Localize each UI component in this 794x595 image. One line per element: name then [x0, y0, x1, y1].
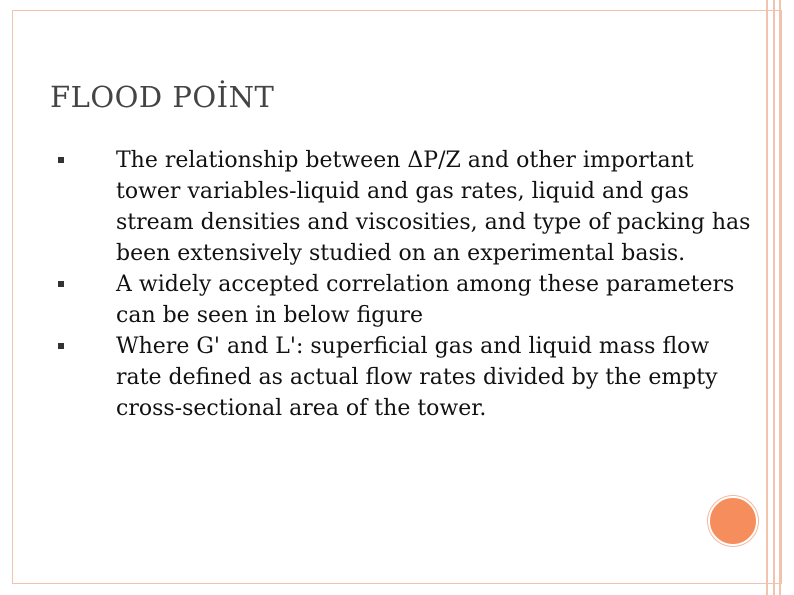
square-bullet-icon	[58, 343, 64, 349]
decorative-rail	[766, 0, 768, 595]
bullet-item	[58, 331, 758, 424]
slide-title: FLOOD POİNT	[50, 80, 275, 114]
bullet-item	[58, 145, 758, 269]
decorative-circle	[708, 496, 758, 546]
bullet-item	[58, 269, 758, 331]
bullet-text: A widely accepted correlation among these parameters can be seen in below figure	[116, 272, 735, 328]
bullet-text: Where G' and L': superficial gas and liquid mass flow rate defined as actual flow rates divided by the empty cross-sectional area of the tower.	[116, 334, 718, 421]
square-bullet-icon	[58, 157, 64, 163]
decorative-rail	[773, 0, 775, 595]
decorative-rail	[779, 0, 781, 595]
square-bullet-icon	[58, 281, 64, 287]
bullet-text: The relationship between ΔP/Z and other important tower variables-liquid and gas rates, liquid and gas stream densities and viscosities, and type of packing has been extensively studied on an experimental basis.	[116, 148, 751, 266]
bullet-list	[58, 145, 758, 424]
